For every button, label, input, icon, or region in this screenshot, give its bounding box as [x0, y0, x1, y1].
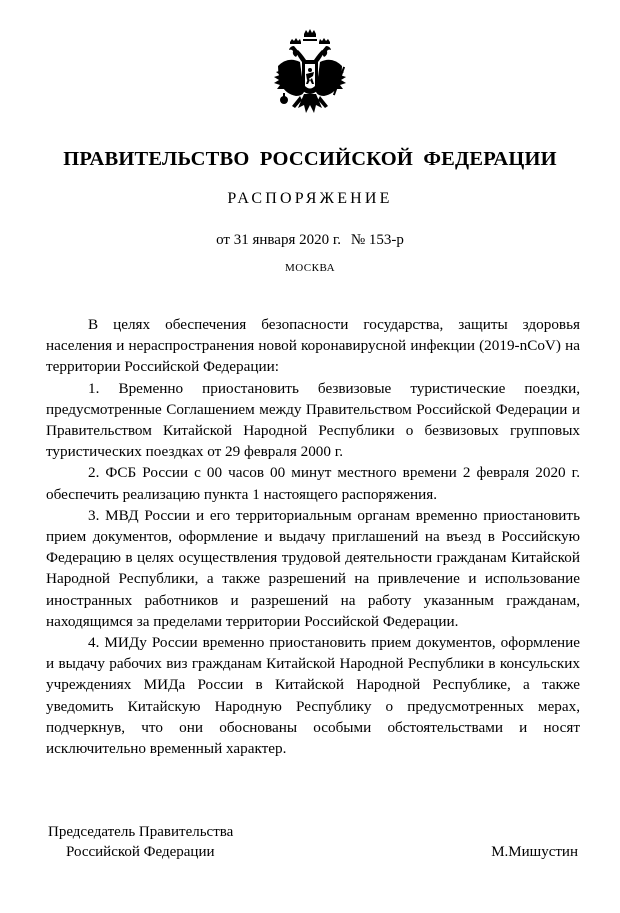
document-number: № 153-р	[350, 232, 404, 248]
document-type: РАСПОРЯЖЕНИЕ	[227, 190, 393, 207]
clause-2-paragraph: 2. ФСБ России с 00 часов 00 минут местного времени 2 февраля 2020 г. обеспечить реализацию пункта 1 настоящего распоряжения.	[46, 464, 580, 503]
clause-4-paragraph: 4. МИДу России временно приостановить прием документов, оформление и выдачу рабочих виз гражданам Китайской Народной Республики в консульских учреждениях МИДа России в Китайской Народной Республике, а также уведомить Китайскую Народную Республику о предусмотренных мерах, подчеркнув, что они обоснованы особыми обстоятельствами и носят исключительно временный характер.	[46, 634, 580, 758]
coat-of-arms-icon	[270, 26, 350, 128]
clause-1-paragraph: 1. Временно приостановить безвизовые туристические поездки, предусмотренные Соглашением между Правительством Российской Федерации и Правительством Китайской Народной Республики о безвизовых групповых туристических поездках от 29 февраля 2000 г.	[46, 379, 580, 461]
document-date-line	[0, 232, 620, 249]
document-body	[46, 314, 580, 759]
preamble-paragraph: В целях обеспечения безопасности государства, защиты здоровья населения и нераспространения новой коронавирусной инфекции (2019-nCoV) на территории Российской Федерации:	[46, 316, 580, 376]
clause-3-paragraph: 3. МВД России и его территориальным органам временно приостановить прием документов, оформление и выдачу приглашений на въезд в Российскую Федерацию в целях осуществления трудовой деятельности гражданам Китайской Народной Республики, а также разрешений на привлечение и использование иностранных работников и разрешений на работу указанным гражданам, находящимся за пределами территории Российской Федерации.	[46, 506, 580, 630]
signatory-position	[48, 822, 233, 862]
document-city: МОСКВА	[284, 262, 336, 274]
government-title: ПРАВИТЕЛЬСТВО РОССИЙСКОЙ ФЕДЕРАЦИИ	[63, 148, 557, 170]
signatory-position-line1: Председатель Правительства	[48, 824, 234, 840]
signatory-name: М.Мишустин	[491, 844, 578, 860]
signatory-position-line2: Российской Федерации	[66, 844, 215, 860]
document-date: от 31 января 2020 г.	[216, 232, 342, 248]
